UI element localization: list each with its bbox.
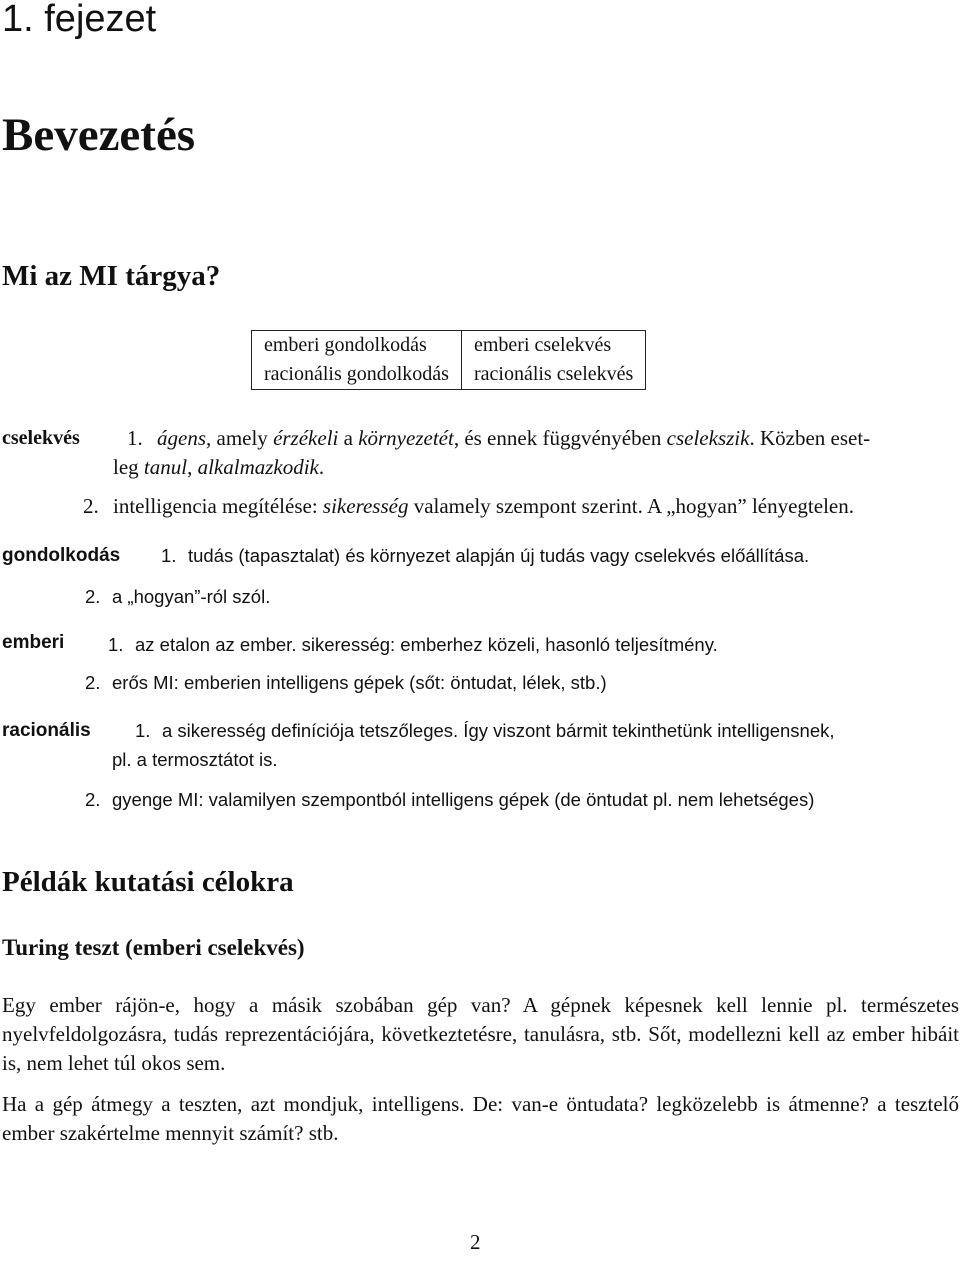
table-cell: emberi cselekvés	[461, 331, 645, 361]
table-row	[252, 331, 646, 361]
emphasized-text: ágens	[157, 426, 206, 450]
item-text: az etalon az ember. sikeresség: emberhez közeli, hasonló teljesítmény.	[135, 634, 718, 655]
item-text: gyenge MI: valamilyen szempontból intelligens gépek (de öntudat pl. nem lehetséges)	[112, 789, 815, 810]
text-run: valamely szempont szerint. A „hogyan” lényegtelen.	[408, 494, 854, 518]
emphasized-text: környezetét	[358, 426, 454, 450]
item-text: a sikeresség definíciója tetszőleges. Így viszont bármit tekinthetünk intelligensnek,	[162, 720, 835, 741]
item-text: tudás (tapasztalat) és környezet alapján új tudás vagy cselekvés előállítása.	[188, 545, 810, 566]
item-number: 2.	[83, 494, 99, 518]
item-text: erős MI: emberien intelligens gépek (sőt: öntudat, lélek, stb.)	[112, 672, 607, 693]
table-cell: racionális gondolkodás	[252, 360, 462, 390]
paragraph: Ha a gép átmegy a teszten, azt mondjuk, intelligens. De: van-e öntudata? legközelebb is átmenne? a tesztelő ember szakértelme mennyit számít? stb.	[2, 1092, 959, 1145]
term-cselekves: cselekvés	[2, 427, 80, 449]
term-racionalis: racionális	[2, 720, 91, 741]
section-heading-subject: Mi az MI tárgya?	[2, 260, 221, 292]
emphasized-text: cselekszik	[666, 426, 750, 450]
chapter-heading: 1. fejezet	[2, 0, 157, 40]
emphasized-text: sikeresség	[322, 494, 409, 518]
item-number: 1.	[135, 720, 151, 741]
chapter-title: Bevezetés	[2, 109, 196, 161]
text-run: .	[318, 455, 325, 479]
paragraph: Egy ember rájön-e, hogy a másik szobában gép van? A gépnek képesnek kell lennie pl. természetes nyelvfeldolgozásra, tudás reprezentációjára, következtetésre, tanulásra, stb. Sőt, modellezni kell az ember hibáit is, nem lehet túl okos sem.	[2, 993, 959, 1075]
emphasized-text: alkalmazkodik	[197, 455, 319, 479]
item-text-continued	[113, 453, 324, 482]
text-run: ,	[187, 455, 198, 479]
table-cell: racionális cselekvés	[461, 360, 645, 390]
table-row	[252, 360, 646, 390]
text-run: leg	[113, 455, 144, 479]
table-cell: emberi gondolkodás	[252, 331, 462, 361]
section-heading-examples: Példák kutatási célokra	[2, 866, 294, 898]
text-run: , és ennek függvényében	[453, 426, 667, 450]
emphasized-text: érzékeli	[273, 426, 339, 450]
item-number: 2.	[85, 586, 101, 607]
item-number: 1.	[161, 545, 177, 566]
text-run: a	[338, 426, 359, 450]
item-text	[113, 492, 854, 521]
subsection-heading-turing: Turing teszt (emberi cselekvés)	[2, 935, 305, 960]
classification-table	[251, 330, 646, 390]
term-emberi: emberi	[2, 632, 65, 653]
item-text	[157, 424, 870, 453]
item-number: 1.	[108, 634, 124, 655]
item-number: 2.	[85, 672, 101, 693]
emphasized-text: tanul	[143, 455, 188, 479]
item-text: a „hogyan”-ról szól.	[112, 586, 271, 607]
text-run: , amely	[206, 426, 274, 450]
text-run: . Közben eset-	[749, 426, 871, 450]
item-number: 2.	[85, 789, 101, 810]
item-text-continued: pl. a termosztátot is.	[112, 749, 278, 770]
item-number: 1.	[127, 426, 143, 450]
page-number: 2	[470, 1230, 481, 1254]
term-gondolkodas: gondolkodás	[2, 545, 121, 566]
text-run: intelligencia megítélése:	[113, 494, 323, 518]
